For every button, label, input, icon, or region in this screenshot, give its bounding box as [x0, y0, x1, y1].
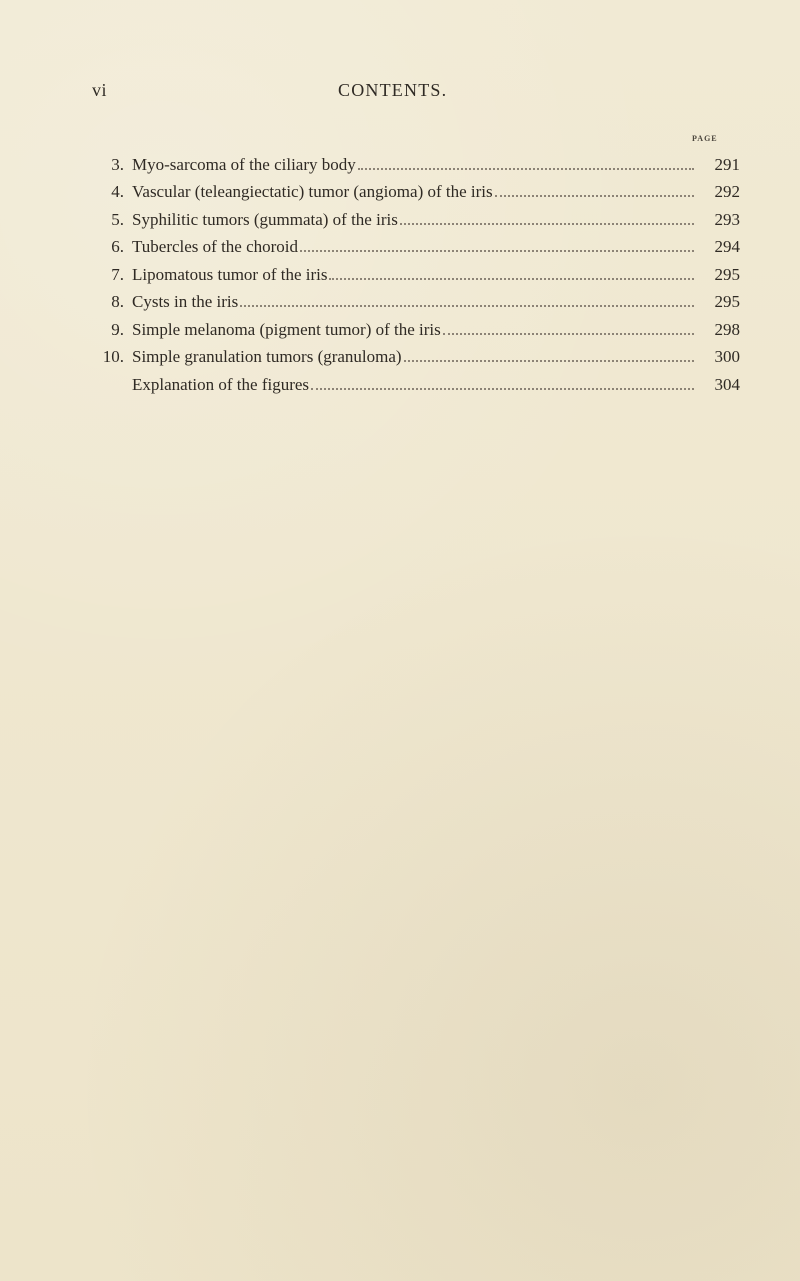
dot-leader: [404, 359, 694, 362]
entry-content: [132, 348, 702, 365]
entry-title: Simple granulation tumors (granuloma): [132, 347, 402, 366]
entry-title: Tubercles of the choroid: [132, 237, 299, 256]
entry-content: [132, 376, 702, 393]
entry-number: 3.: [111, 154, 124, 174]
entry-number: 7.: [111, 264, 124, 284]
entry-page-number: 292: [714, 182, 740, 201]
entry-number: 6.: [111, 237, 124, 256]
entry-content: [132, 238, 702, 255]
toc-entry: [90, 173, 740, 201]
entry-page-number: 293: [714, 209, 740, 229]
toc-entry: [90, 228, 740, 256]
entry-title: Myo-sarcoma of the ciliary body: [132, 154, 356, 174]
entry-page-number: 304: [714, 374, 740, 394]
entry-number: 9.: [111, 319, 124, 339]
page-column-label: PAGE: [692, 134, 718, 143]
page-title: CONTENTS.: [338, 80, 448, 100]
entry-content: [132, 293, 702, 310]
entry-content: [132, 156, 702, 173]
entry-content: [132, 266, 702, 283]
page-header: [92, 80, 742, 104]
toc-entry: [90, 365, 740, 393]
entry-page-number: 295: [714, 264, 740, 284]
entry-content: [132, 321, 702, 338]
toc-entry: [90, 310, 740, 338]
entry-page-number: 298: [714, 319, 740, 339]
entry-number: 5.: [111, 209, 124, 229]
dot-leader: [358, 167, 694, 170]
dot-leader: [311, 387, 694, 390]
table-of-contents: [90, 145, 740, 393]
page-number: vi: [92, 80, 108, 100]
toc-entry: [90, 200, 740, 228]
entry-title: Explanation of the figures: [132, 374, 310, 394]
dot-leader: [443, 332, 694, 335]
entry-content: [132, 183, 702, 200]
entry-title: Cysts in the iris: [132, 292, 239, 311]
toc-entry: [90, 338, 740, 366]
dot-leader: [495, 194, 694, 197]
entry-page-number: 294: [714, 237, 740, 256]
entry-number: 10.: [102, 347, 124, 366]
entry-title: Vascular (teleangiectatic) tumor (angioma) of the iris: [132, 182, 493, 201]
dot-leader: [400, 222, 694, 225]
entry-title: Syphilitic tumors (gummata) of the iris: [132, 209, 398, 229]
entry-page-number: 295: [714, 292, 740, 311]
dot-leader: [300, 249, 694, 252]
dot-leader: [240, 304, 694, 307]
entry-title: Lipomatous tumor of the iris: [132, 264, 328, 284]
toc-entry: [90, 255, 740, 283]
entry-content: [132, 211, 702, 228]
dot-leader: [329, 277, 694, 280]
toc-entry: [90, 283, 740, 311]
entry-title: Simple melanoma (pigment tumor) of the iris: [132, 319, 441, 339]
toc-entry: [90, 145, 740, 173]
entry-page-number: 291: [714, 154, 740, 174]
entry-number: 8.: [111, 292, 124, 311]
entry-page-number: 300: [714, 347, 740, 366]
entry-number: 4.: [111, 182, 124, 201]
